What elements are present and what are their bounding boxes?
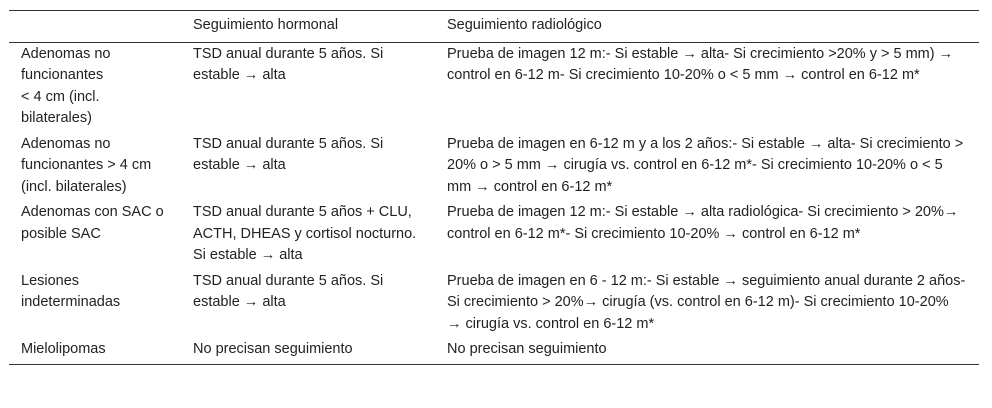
radiologico-cell: Prueba de imagen en 6 - 12 m:- Si estable → seguimiento anual durante 2 años- Si crecimiento > 20%→ cirugía (vs. control en 6-12 m)- Si crecimiento 10-20% → cirugía vs. control en 6-12 m* (447, 272, 966, 332)
row-label: Lesiones indeterminadas (21, 272, 121, 310)
table-row (9, 42, 979, 133)
hormonal-cell: TSD anual durante 5 años + CLU, ACTH, DHEAS y cortisol nocturno. Si estable → alta (193, 204, 417, 263)
radiologico-cell: No precisan seguimiento (435, 338, 979, 364)
radiologico-cell: Prueba de imagen 12 m:- Si estable → alta- Si crecimiento >20% y > 5 mm) → control en 6-12 m- Si crecimiento 10-20% o < 5 mm → control en 6-12 m* (447, 45, 954, 83)
hormonal-cell: TSD anual durante 5 años. Si estable → alta (193, 135, 384, 173)
header-cell-radiologico: Seguimiento radiológico (435, 11, 979, 43)
row-label: Adenomas no funcionantes < 4 cm (incl. bilaterales) (21, 45, 111, 126)
table-body (9, 42, 979, 364)
row-label: Adenomas con SAC o posible SAC (21, 204, 164, 242)
table-row (9, 338, 979, 364)
follow-up-table (9, 10, 979, 365)
header-cell-hormonal: Seguimiento hormonal (181, 11, 435, 43)
table-header (9, 11, 979, 43)
table-row (9, 270, 979, 339)
header-row (9, 11, 979, 43)
row-label: Adenomas no funcionantes > 4 cm (incl. bilaterales) (21, 135, 152, 195)
radiologico-cell: Prueba de imagen en 6-12 m y a los 2 años:- Si estable → alta- Si crecimiento > 20% o > 5 mm → cirugía vs. control en 6-12 m*- Si crecimiento 10-20% o < 5 mm → control en 6-12 m* (447, 135, 964, 195)
hormonal-cell: TSD anual durante 5 años. Si estable → alta (193, 45, 384, 83)
row-label: Mielolipomas (9, 338, 181, 364)
hormonal-cell: TSD anual durante 5 años. Si estable → alta (193, 272, 384, 310)
header-cell-lesion (9, 11, 181, 43)
table-row (9, 133, 979, 202)
radiologico-cell: Prueba de imagen 12 m:- Si estable → alta radiológica- Si crecimiento > 20%→ control en 6-12 m*- Si crecimiento 10-20% → control en 6-12 m* (447, 204, 959, 242)
hormonal-cell: No precisan seguimiento (181, 338, 435, 364)
table-row (9, 201, 979, 270)
